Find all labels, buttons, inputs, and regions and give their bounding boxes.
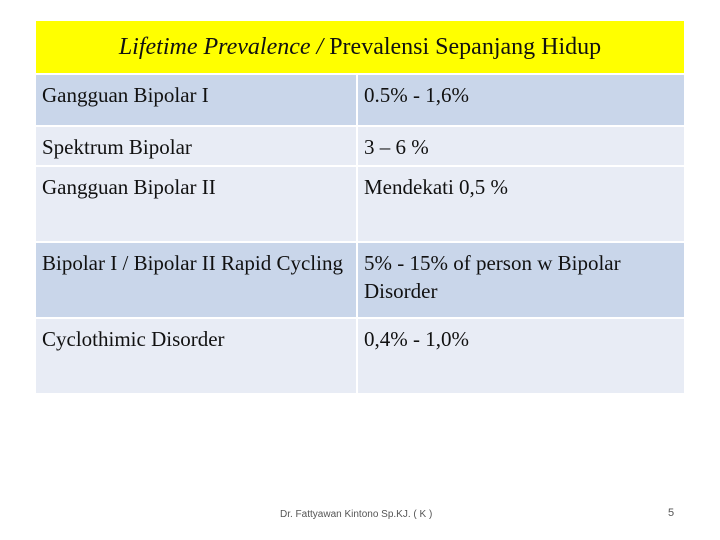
- page-number: 5: [668, 507, 675, 519]
- row-value: 5% - 15% of person w Bipolar Disorder: [364, 251, 621, 303]
- table-row: [36, 75, 684, 127]
- table-row: [36, 167, 684, 243]
- table-title-italic: Lifetime Prevalence /: [118, 33, 324, 60]
- table-row: [36, 319, 684, 395]
- row-label: Spektrum Bipolar: [36, 127, 358, 165]
- footer-author: Dr. Fattyawan Kintono Sp.KJ. ( K ): [280, 509, 433, 520]
- row-value: 3 – 6 %: [364, 135, 429, 159]
- table-title-normal: Prevalensi Sepanjang Hidup: [323, 33, 602, 60]
- row-value: 0.5% - 1,6%: [364, 83, 469, 107]
- row-value: 0,4% - 1,0%: [364, 327, 469, 351]
- row-label: Bipolar I / Bipolar II Rapid Cycling: [36, 243, 358, 317]
- prevalence-table: [36, 21, 684, 395]
- table-title: [36, 21, 684, 75]
- row-value: Mendekati 0,5 %: [364, 175, 509, 199]
- table-row: [36, 243, 684, 319]
- table-row: [36, 127, 684, 167]
- row-label: Gangguan Bipolar II: [36, 167, 358, 241]
- row-label: Gangguan Bipolar I: [36, 75, 358, 125]
- row-label: Cyclothimic Disorder: [36, 319, 358, 393]
